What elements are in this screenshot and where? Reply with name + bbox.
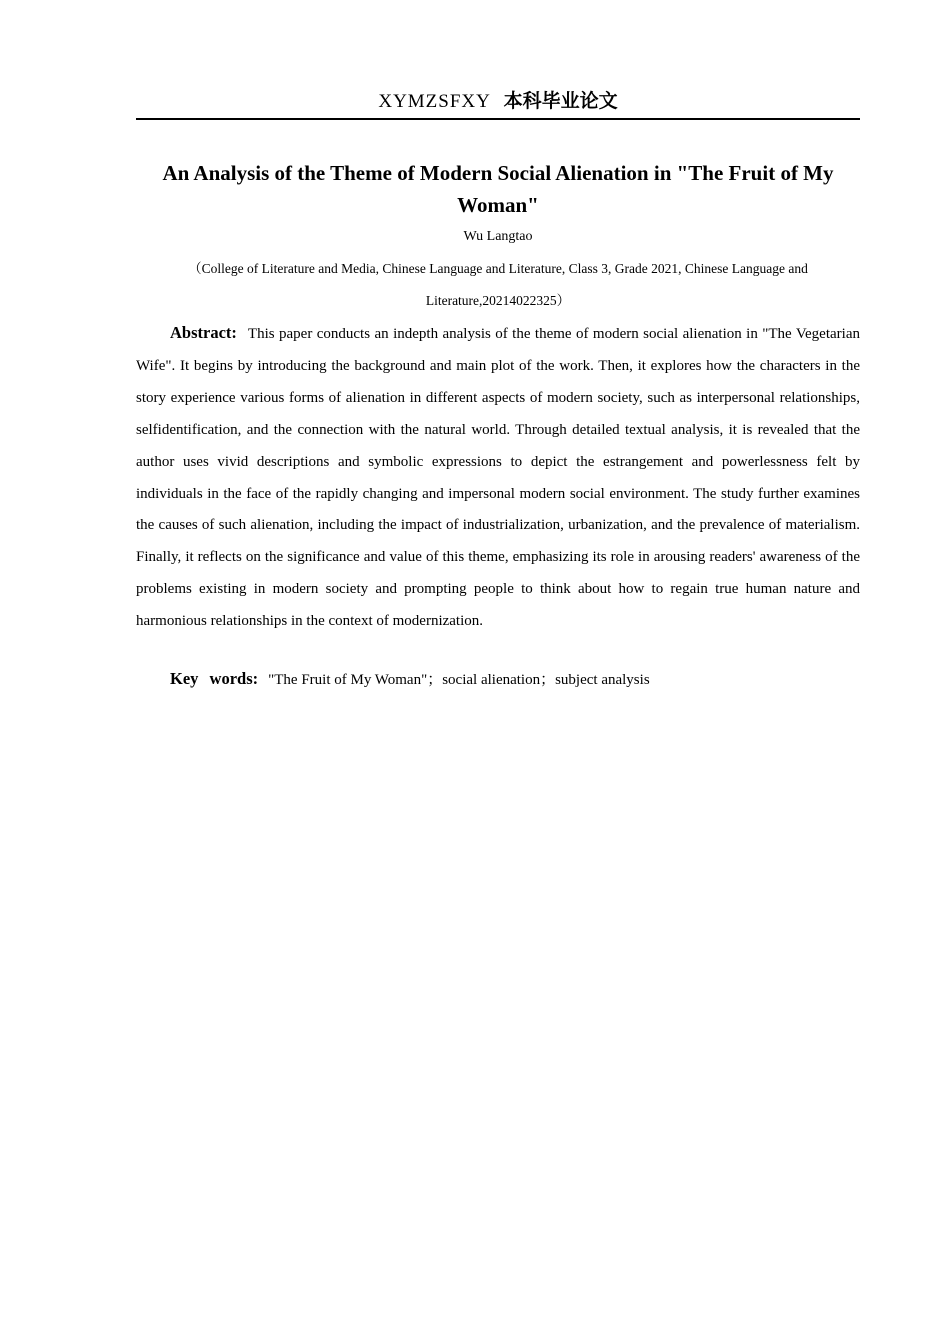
affiliation: （College of Literature and Media, Chinese Language and Literature, Class 3, Grade 2021, Chinese Language and Literature,20214022325） — [188, 261, 808, 308]
abstract-text: This paper conducts an indepth analysis of the theme of modern social alienation in "The Vegetarian Wife". It begins by introducing the background and main plot of the work. Then, it explores how the characters in the story experience various forms of alienation in different aspects of modern society, such as interpersonal relationships, selfidentification, and the connection with the natural world. Through detailed textual analysis, it is revealed that the author uses vivid descriptions and symbolic expressions to depict the estrangement and powerlessness felt by individuals in the face of the rapidly changing and impersonal modern social environment. The study further examines the causes of such alienation, including the impact of industrialization, urbanization, and the prevalence of materialism. Finally, it reflects on the significance and value of this theme, emphasizing its role in arousing readers' awareness of the problems existing in modern society and prompting people to think about how to regain true human nature and harmonious relationships in the context of modernization. — [136, 326, 860, 630]
header-thesis-type: 本科毕业论文 — [503, 91, 618, 112]
header-school-code: XYMZSFXY — [378, 91, 491, 112]
page-header — [136, 90, 860, 120]
page-content — [136, 0, 860, 696]
author-name: Wu Langtao — [463, 229, 533, 244]
abstract-label: Abstract: — [170, 323, 237, 342]
keywords-label: Key words: — [170, 669, 259, 689]
abstract-paragraph — [136, 317, 860, 638]
keywords-text: "The Fruit of My Woman"；social alienation；subject analysis — [268, 672, 650, 689]
keywords-line — [136, 663, 860, 696]
document-title: An Analysis of the Theme of Modern Social Alienation in "The Fruit of My Woman" — [162, 161, 834, 217]
